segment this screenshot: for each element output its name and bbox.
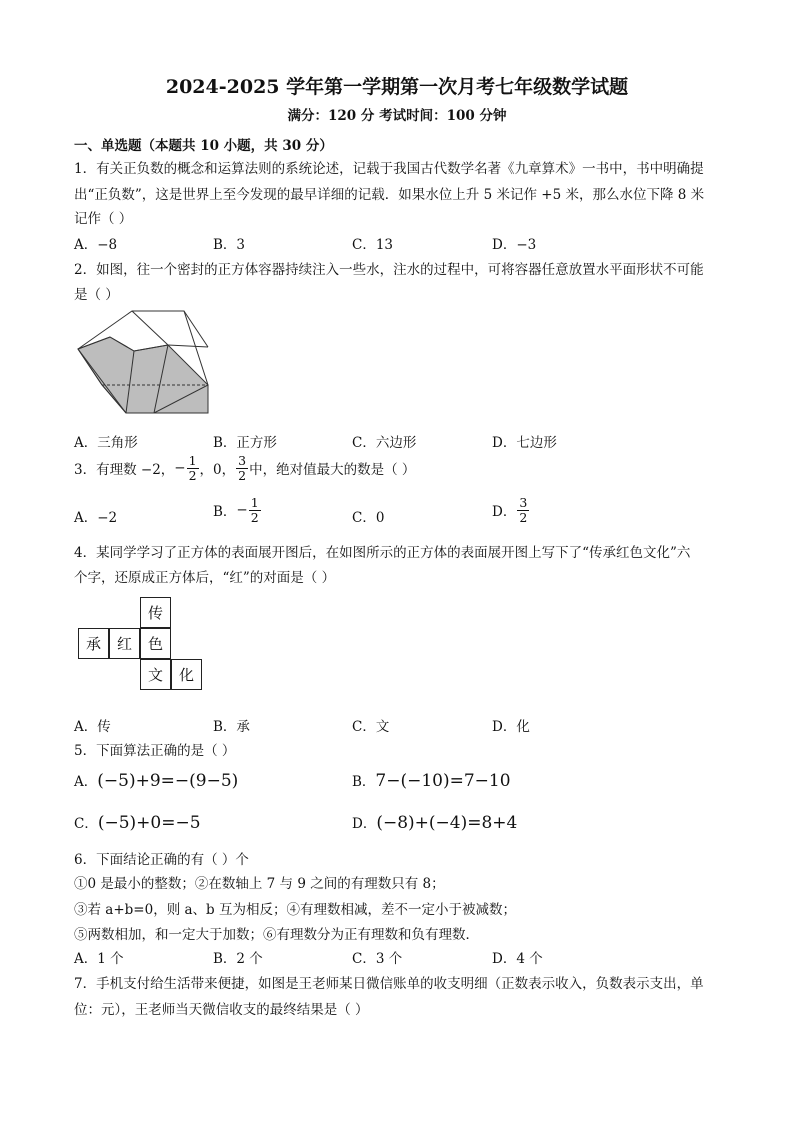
q3-option-b (213, 496, 262, 525)
q5-option-a-label: A． (74, 774, 98, 790)
cube-water-figure (72, 305, 212, 417)
cube-net-figure (78, 597, 202, 697)
q4-line1: 4．某同学学习了正方体的表面展开图后，在如图所示的正方体的表面展开图上写下了“传承红色文化”六 (74, 545, 691, 561)
q3-option-b-numerator: 1 (250, 495, 259, 510)
q3-option-d-label: D． (492, 504, 517, 521)
net-cell-se: 色 (140, 628, 171, 659)
q3-f1-numerator: 1 (188, 453, 197, 468)
q6-statement-2: ③若 a+b=0，则 a、b 互为相反；④有理数相减，差不一定小于被减数； (74, 902, 516, 918)
q2-line2: 是（ ） (74, 287, 119, 303)
q2-option-d: D．七边形 (492, 435, 557, 451)
q3-option-d-fraction (517, 496, 529, 525)
q3-prefix: 3．有理数 −2， (74, 462, 175, 479)
q3-option-d-denominator: 2 (519, 509, 528, 525)
q1-line1: 1．有关正负数的概念和运算法则的系统论述，记载于我国古代数学名著《九章算术》一书中，书中明确提 (74, 161, 704, 177)
q6-statement-1: ①0 是最小的整数；②在数轴上 7 与 9 之间的有理数只有 8； (74, 876, 445, 892)
q3-fraction-half (187, 454, 199, 483)
q5-option-b-expr: 7−(−10)=7−10 (375, 771, 511, 791)
q3-option-b-sign: − (236, 502, 248, 519)
q5-stem: 5．下面算法正确的是（ ） (74, 743, 236, 759)
q6-option-a: A．1 个 (74, 951, 124, 967)
q3-option-c: C．0 (352, 510, 385, 526)
q6-option-c: C．3 个 (352, 951, 403, 967)
net-cell-hua: 化 (171, 659, 202, 690)
q1-line3: 记作（ ） (74, 211, 133, 227)
q5-option-d-label: D． (352, 816, 377, 832)
q2-line1: 2．如图，往一个密封的正方体容器持续注入一些水，注水的过程中，可将容器任意放置水平面形状不可能 (74, 262, 704, 278)
q3-option-b-label: B． (213, 504, 237, 521)
q5-option-b (352, 770, 511, 791)
q3-stem (74, 454, 415, 483)
q5-option-a (74, 770, 238, 791)
q2-option-a: A．三角形 (74, 435, 138, 451)
page-title: 2024-2025 学年第一学期第一次月考七年级数学试题 (165, 76, 629, 98)
q3-option-a: A．−2 (74, 510, 118, 526)
q2-option-c: C．六边形 (352, 435, 417, 451)
q3-f2-numerator: 3 (238, 453, 247, 468)
q5-option-a-expr: (−5)+9=−(9−5) (97, 771, 239, 791)
net-cell-cheng: 承 (78, 628, 109, 659)
q1-option-b: B．3 (213, 237, 246, 253)
net-cell-chuan: 传 (140, 597, 171, 628)
q6-option-d: D．4 个 (492, 951, 543, 967)
q3-option-d (492, 496, 530, 525)
q7-line1: 7．手机支付给生活带来便捷，如图是王老师某日微信账单的收支明细（正数表示收入，负数表示支出，单 (74, 976, 704, 992)
q5-option-c-label: C． (74, 816, 98, 832)
q3-option-d-numerator: 3 (519, 495, 528, 510)
q6-statement-3: ⑤两数相加，和一定大于加数；⑥有理数分为正有理数和负有理数． (74, 927, 479, 943)
net-cell-wen: 文 (140, 659, 171, 690)
q6-option-b: B．2 个 (213, 951, 263, 967)
q1-option-c: C．13 (352, 237, 394, 253)
q4-option-c: C．文 (352, 719, 390, 735)
q4-option-b: B．承 (213, 719, 250, 735)
q3-mid: ，0， (199, 462, 236, 479)
q5-option-d-expr: (−8)+(−4)=8+4 (376, 813, 518, 833)
q2-option-b: B．正方形 (213, 435, 277, 451)
q6-stem: 6．下面结论正确的有（ ）个 (74, 852, 249, 868)
q3-fraction-three-halves (236, 454, 248, 483)
q4-line2: 个字，还原成正方体后，“红”的对面是（ ） (74, 570, 336, 586)
q3-option-b-denominator: 2 (250, 509, 259, 525)
q3-option-b-fraction (249, 496, 261, 525)
net-cell-hong: 红 (109, 628, 140, 659)
section-heading: 一、单选题（本题共 10 小题，共 30 分） (74, 138, 333, 154)
exam-info: 满分：120 分 考试时间：100 分钟 (287, 108, 507, 124)
q3-suffix: 中，绝对值最大的数是（ ） (249, 462, 416, 479)
q4-option-d: D．化 (492, 719, 530, 735)
q1-line2: 出“正负数”，这是世界上至今发现的最早详细的记载．如果水位上升 5 米记作 +5 米，那么水位下降 8 米 (74, 187, 705, 203)
q3-f2-denominator: 2 (238, 467, 247, 483)
q3-f1-denominator: 2 (188, 467, 197, 483)
q4-option-a: A．传 (74, 719, 111, 735)
q5-option-b-label: B． (352, 774, 376, 790)
q3-neg-sign: − (174, 460, 186, 477)
q5-option-c-expr: (−5)+0=−5 (97, 813, 201, 833)
q7-line2: 位：元），王老师当天微信收支的最终结果是（ ） (74, 1002, 369, 1018)
q1-option-a: A．−8 (74, 237, 118, 253)
q1-option-d: D．−3 (492, 237, 537, 253)
q5-option-c (74, 812, 201, 833)
q5-option-d (352, 812, 517, 833)
